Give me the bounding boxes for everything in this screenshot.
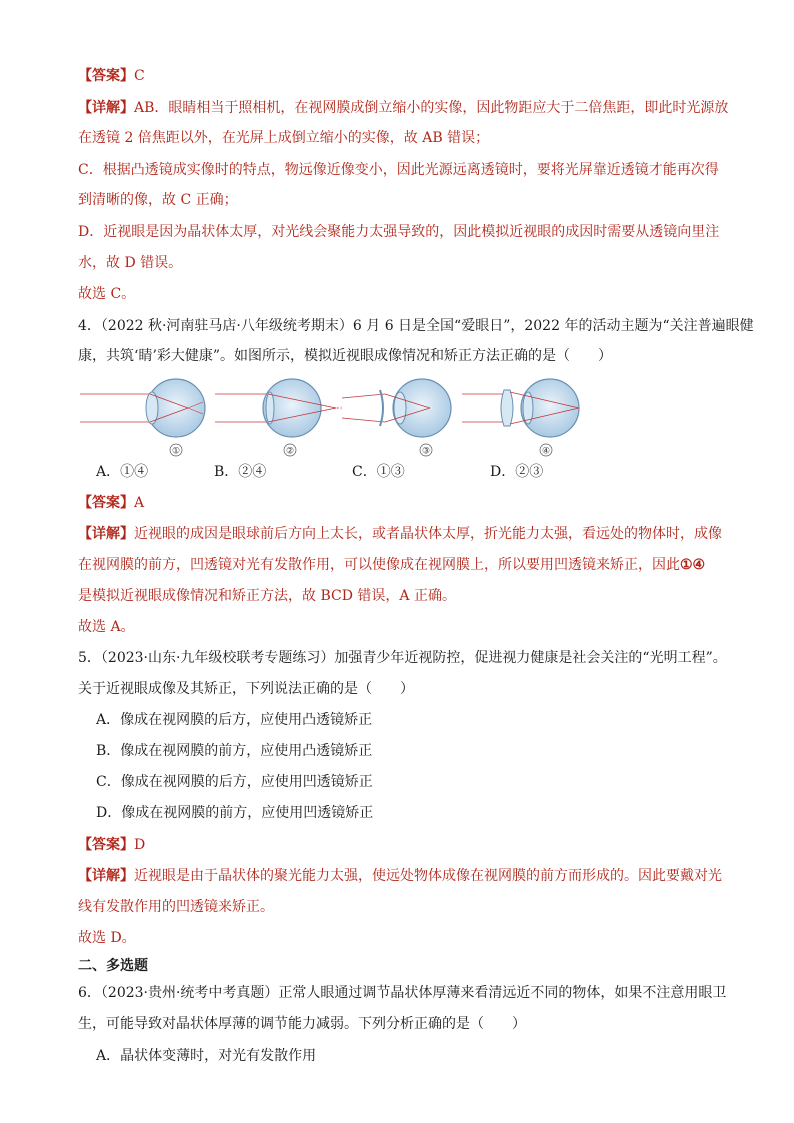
detail-text: 近视眼是由于晶状体的聚光能力太强，使远处物体成像在视网膜的前方而形成的。因此要戴对光 (134, 868, 722, 884)
q5-option-c[interactable]: C．像成在视网膜的后方，应使用凹透镜矫正 (96, 774, 373, 790)
answer-value: D (134, 837, 146, 853)
q4-detail-line-2 (78, 555, 705, 575)
q5-option-b[interactable]: B．像成在视网膜的前方，应使用凸透镜矫正 (96, 743, 373, 759)
detail-tag: 【详解】 (78, 100, 134, 116)
detail-tag: 【详解】 (78, 868, 134, 884)
q5-detail-line-2: 线有发散作用的凹透镜来矫正。 (78, 899, 274, 915)
section-title: 二、多选题 (78, 958, 148, 974)
detail-text: 近视眼的成因是眼球前后方向上太长，或者晶状体太厚，折光能力太强，看远处的物体时，成像 (134, 526, 722, 542)
figure-label-3: ③ (421, 446, 431, 457)
q4-option-b[interactable]: B．②④ (214, 464, 267, 480)
q5-stem-line-2: 关于近视眼成像及其矫正，下列说法正确的是（ ） (78, 681, 414, 697)
q4-option-c[interactable]: C．①③ (352, 464, 405, 480)
figure-label-2: ② (285, 446, 295, 457)
q3-detail-line-1 (78, 98, 728, 118)
answer-tag: 【答案】 (78, 68, 134, 84)
q3-detail-line-2: 在透镜 2 倍焦距以外，在光屏上成倒立缩小的实像，故 AB 错误； (78, 130, 490, 146)
q3-detail-line-6: 水，故 D 错误。 (78, 255, 183, 271)
figure-label-1: ① (171, 446, 181, 457)
q4-option-d[interactable]: D．②③ (490, 464, 544, 480)
detail-text: 在视网膜的前方，凹透镜对光有发散作用，可以使像成在视网膜上，所以要用凹透镜来矫正，因此 (78, 557, 680, 573)
eye-diagram-4 (462, 379, 579, 457)
q4-stem-line-2: 康，共筑‘睛’彩大健康”。如图所示，模拟近视眼成像情况和矫正方法正确的是（ ） (78, 348, 613, 364)
q3-detail-line-3: C．根据凸透镜成实像时的特点，物远像近像变小，因此光源远离透镜时，要将光屏靠近透镜才能再次得 (78, 162, 719, 178)
q3-conclusion: 故选 C。 (78, 286, 136, 302)
q5-option-a[interactable]: A．像成在视网膜的后方，应使用凸透镜矫正 (96, 712, 373, 728)
answer-value: A (134, 495, 145, 511)
q4-detail-line-1 (78, 524, 722, 544)
q3-answer-line (78, 66, 145, 86)
figure-label-4: ④ (541, 446, 551, 457)
q4-answer-line (78, 493, 144, 513)
q6-stem-line-1: 6．（2023·贵州·统考中考真题）正常人眼通过调节晶状体厚薄来看清远近不同的物体，如果不注意用眼卫 (78, 985, 727, 1001)
detail-mark: ①④ (680, 557, 706, 573)
q5-answer-line (78, 835, 145, 855)
detail-text: AB．眼睛相当于照相机，在视网膜成倒立缩小的实像，因此物距应大于二倍焦距，即此时光源放 (134, 100, 729, 116)
eye-figure (80, 378, 600, 458)
q6-stem-line-2: 生，可能导致对晶状体厚薄的调节能力减弱。下列分析正确的是（ ） (78, 1016, 526, 1032)
eye-diagram-2 (215, 379, 342, 457)
q5-detail-line-1 (78, 866, 722, 886)
q3-detail-line-5: D．近视眼是因为晶状体太厚，对光线会聚能力太强导致的，因此模拟近视眼的成因时需要从透镜向里注 (78, 224, 720, 240)
q4-conclusion: 故选 A。 (78, 619, 135, 635)
eye-diagram-3 (342, 379, 451, 457)
q5-conclusion: 故选 D。 (78, 930, 136, 946)
q4-detail-line-3: 是模拟近视眼成像情况和矫正方法，故 BCD 错误，A 正确。 (78, 588, 456, 604)
q5-stem-line-1: 5．（2023·山东·九年级校联考专题练习）加强青少年近视防控，促进视力健康是社会关注的“光明工程”。 (78, 650, 727, 666)
q3-detail-line-4: 到清晰的像，故 C 正确； (78, 192, 238, 208)
answer-tag: 【答案】 (78, 495, 134, 511)
answer-value: C (134, 68, 145, 84)
detail-tag: 【详解】 (78, 526, 134, 542)
eye-diagram-1 (80, 379, 205, 457)
q4-stem-line-1: 4．（2022 秋·河南驻马店·八年级统考期末）6 月 6 日是全国“爱眼日”，2022 年的活动主题为“关注普遍眼健 (78, 318, 754, 334)
q6-option-a[interactable]: A．晶状体变薄时，对光有发散作用 (96, 1048, 317, 1064)
answer-tag: 【答案】 (78, 837, 134, 853)
q4-option-a[interactable]: A．①④ (96, 464, 149, 480)
q5-option-d[interactable]: D．像成在视网膜的前方，应使用凹透镜矫正 (96, 805, 374, 821)
